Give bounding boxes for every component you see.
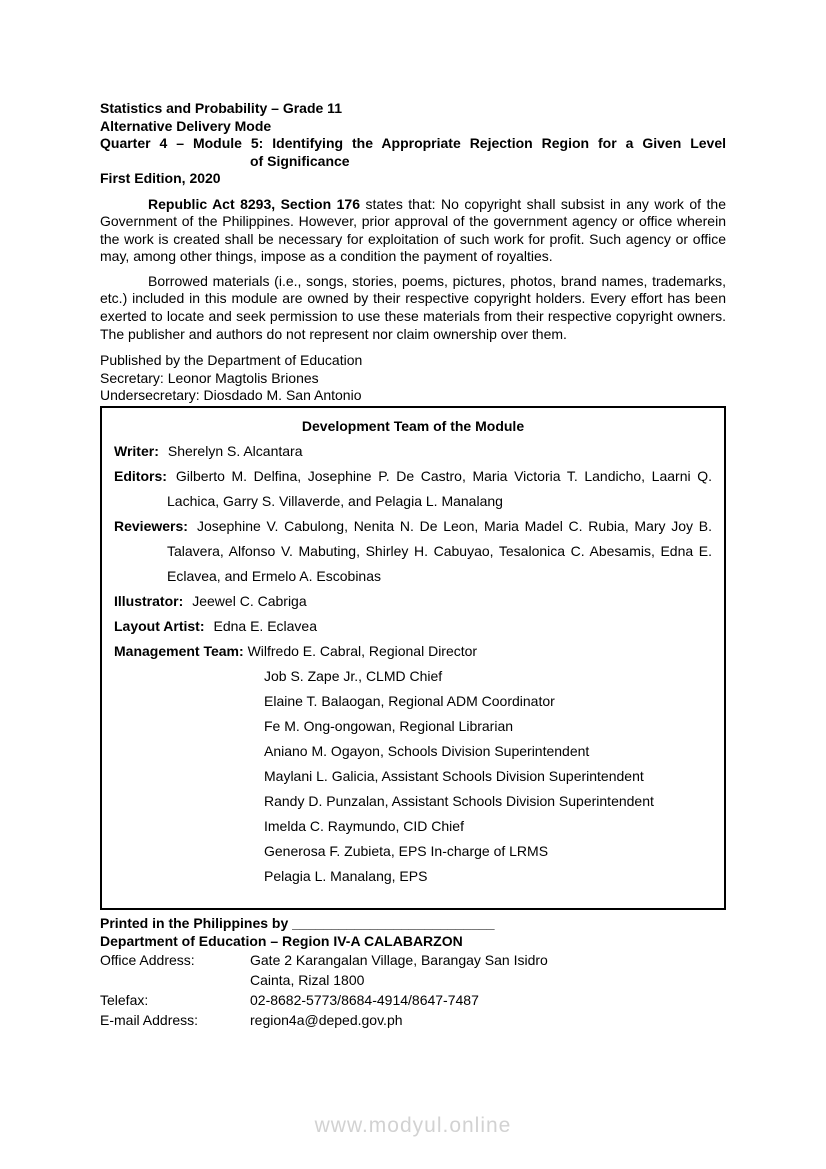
module-title-line2: of Significance (250, 152, 350, 169)
undersecretary-line: Undersecretary: Diosdado M. San Antonio (100, 387, 362, 404)
email-label: E-mail Address: (100, 1011, 199, 1028)
management-team-entry: Maylani L. Galicia, Assistant Schools Division Superintendent (264, 767, 644, 784)
illustrator-value: Jeewel C. Cabriga (192, 592, 307, 609)
management-team-entry: Generosa F. Zubieta, EPS In-charge of LRMS (264, 842, 549, 859)
management-team-entry: Fe M. Ong-ongowan, Regional Librarian (264, 717, 514, 734)
reviewers-label: Reviewers: (114, 517, 188, 534)
management-team-entry: Aniano M. Ogayon, Schools Division Superintendent (264, 742, 590, 759)
management-team-entry: Imelda C. Raymundo, CID Chief (264, 817, 464, 834)
reviewers-value: Josephine V. Cabulong, Nenita N. De Leon, Maria Madel C. Rubia, Mary Joy B. Talavera, Alfonso V. Mabuting, Shirley H. Cabuyao, Tesalonica C. Abesamis, Edna E. Eclavea, and Ermelo A. Escobinas (167, 517, 712, 584)
management-team-entry: Wilfredo E. Cabral, Regional Director (247, 642, 478, 659)
layout-artist-value: Edna E. Eclavea (213, 617, 317, 634)
module-mode-line: Alternative Delivery Mode (100, 117, 272, 134)
email-row (100, 1010, 726, 1030)
layout-artist-label: Layout Artist: (114, 617, 205, 634)
illustrator-row (114, 589, 712, 614)
office-address-label2 (100, 970, 250, 990)
management-team-entry: Job S. Zape Jr., CLMD Chief (264, 667, 443, 684)
office-address-value: Gate 2 Karangalan Village, Barangay San Isidro (250, 951, 548, 968)
contact-block (100, 950, 726, 1030)
published-by-line: Published by the Department of Education (100, 352, 363, 369)
edition-line: First Edition, 2020 (100, 170, 221, 186)
management-team-row (114, 639, 712, 664)
layout-artist-row (114, 614, 712, 639)
development-team-box (100, 406, 726, 910)
office-address-value2: Cainta, Rizal 1800 (250, 971, 365, 988)
department-region-line: Department of Education – Region IV-A CALABARZON (100, 932, 463, 949)
publisher-block (100, 352, 726, 405)
management-team-label: Management Team: (114, 642, 244, 659)
management-team-entry: Elaine T. Balaogan, Regional ADM Coordinator (264, 692, 555, 709)
printed-block (100, 914, 726, 950)
republic-act-rest: states that: No copyright shall subsist in any work of the Government of the Philippines. However, prior approval of the government agency or office wherein the work is created shall be necessary for exploitation of such work for profit. Such agency or office may, among other things, impose as a condition the payment of royalties. (100, 195, 726, 265)
printed-in-blank: __________________________ (292, 914, 495, 931)
email-value: region4a@deped.gov.ph (250, 1011, 403, 1028)
telefax-value: 02-8682-5773/8684-4914/8647-7487 (250, 991, 479, 1008)
telefax-label: Telefax: (100, 991, 149, 1008)
secretary-line: Secretary: Leonor Magtolis Briones (100, 369, 319, 386)
writer-value: Sherelyn S. Alcantara (167, 442, 303, 459)
development-team-title: Development Team of the Module (301, 417, 525, 434)
module-subject-line: Statistics and Probability – Grade 11 (100, 100, 342, 116)
writer-row (114, 439, 712, 464)
site-watermark: www.modyul.online (314, 1114, 512, 1137)
office-address-row2 (100, 970, 726, 990)
module-title-line1: Quarter 4 – Module 5: Identifying the Appropriate Rejection Region for a Given Level (100, 135, 726, 151)
illustrator-label: Illustrator: (114, 592, 184, 609)
module-header (100, 100, 726, 188)
office-address-label: Office Address: (100, 951, 195, 968)
telefax-row (100, 990, 726, 1010)
republic-act-lead: Republic Act 8293, Section 176 (148, 195, 360, 212)
writer-label: Writer: (114, 442, 159, 459)
printed-in-line (100, 914, 726, 932)
office-address-row (100, 950, 726, 970)
reviewers-row (114, 514, 712, 589)
management-team-entry: Randy D. Punzalan, Assistant Schools Division Superintendent (264, 792, 654, 809)
printed-in-label: Printed in the Philippines by (100, 914, 293, 931)
copyright-paragraph-1 (100, 196, 726, 266)
editors-value: Gilberto M. Delfina, Josephine P. De Castro, Maria Victoria T. Landicho, Laarni Q. Lachica, Garry S. Villaverde, and Pelagia L. Manalang (167, 467, 712, 509)
copyright-paragraph-2: Borrowed materials (i.e., songs, stories, poems, pictures, photos, brand names, trademarks, etc.) included in this module are owned by their respective copyright holders. Every effort has been exerted to locate and seek permission to use these materials from their respective copyright owners. The publisher and authors do not represent nor claim ownership over them. (100, 272, 726, 342)
page-content (100, 100, 726, 1030)
editors-row (114, 464, 712, 514)
management-team-entry: Pelagia L. Manalang, EPS (264, 867, 428, 884)
editors-label: Editors: (114, 467, 167, 484)
